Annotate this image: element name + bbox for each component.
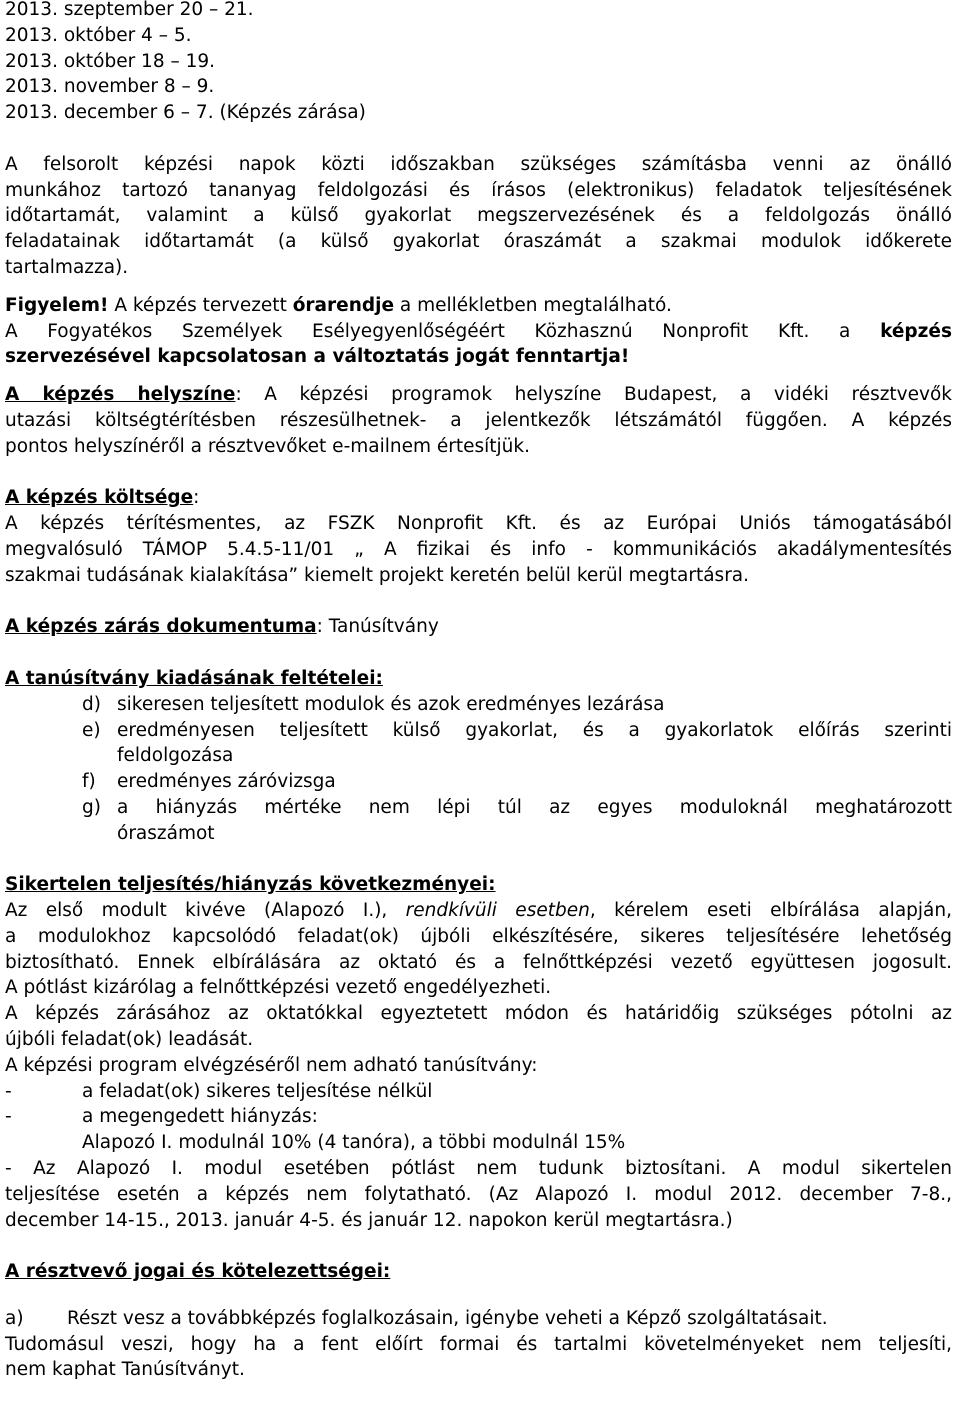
rights-heading: A résztvevő jogai és kötelezettségei: xyxy=(5,1261,391,1283)
failure-line: A képzési program elvégzéséről nem adható tanúsítvány: xyxy=(5,1054,538,1076)
failure-line: újbóli feladat(ok) leadását. xyxy=(5,1029,254,1051)
dash-item: - a feladat(ok) sikeres teljesítése nélkül xyxy=(5,1080,433,1102)
cost-heading-line: A képzés költsége: xyxy=(5,487,200,509)
cost-line: megvalósuló TÁMOP 5.4.5-11/01 „ A fizikai és info - kommunikációs akadálymentesítés xyxy=(5,538,952,560)
notice-paragraph xyxy=(5,293,952,370)
cost-section xyxy=(5,485,952,588)
rights-section xyxy=(5,1259,952,1383)
failure-line: december 14-15., 2013. január 4-5. és január 12. napokon kerül megtartásra.) xyxy=(5,1209,733,1231)
failure-line: a modulokhoz kapcsolódó feladat(ok) újbóli elkészítésére, sikeres teljesítésére lehetőség xyxy=(5,925,952,947)
notice-line: szervezésével kapcsolatosan a változtatás jogát fenntartja! xyxy=(5,346,630,368)
location-section xyxy=(5,382,952,459)
intro-paragraph xyxy=(5,152,952,281)
list-item: a) Részt vesz a továbbképzés foglalkozásain, igénybe veheti a Képző szolgáltatásait. xyxy=(5,1307,828,1329)
failure-heading: Sikertelen teljesítés/hiányzás következményei: xyxy=(5,874,496,896)
date-list xyxy=(5,0,952,126)
failure-line: A képzés zárásához az oktatókkal egyeztetett módon és határidőig szükséges pótolni az xyxy=(5,1003,952,1025)
closing-line: A képzés zárás dokumentuma: Tanúsítvány xyxy=(5,616,439,638)
date-item: 2013. október 18 – 19. xyxy=(5,50,216,72)
figyelem-label: Figyelem! xyxy=(5,294,109,316)
failure-section xyxy=(5,872,952,1233)
location-line: pontos helyszínéről a résztvevőket e-mailnem értesítjük. xyxy=(5,435,531,457)
failure-line: biztosítható. Ennek elbírálására az oktató és a felnőttképzési vezető együttesen jogosult. xyxy=(5,951,952,973)
rights-line: nem kaphat Tanúsítványt. xyxy=(5,1359,245,1381)
text-line: tartalmazza). xyxy=(5,256,129,278)
list-item: f) eredményes záróvizsga xyxy=(82,771,336,793)
failure-line: teljesítése esetén a képzés nem folytatható. (Az Alapozó I. modul 2012. december 7-8., xyxy=(5,1183,952,1205)
notice-line: Figyelem! A képzés tervezett órarendje a mellékletben megtalálható. xyxy=(5,294,672,316)
list-item: e) eredményesen teljesített külső gyakorlat, és a gyakorlatok előírás szerinti feldolgozása xyxy=(82,719,952,767)
conditions-section xyxy=(5,666,952,847)
location-heading: A képzés helyszíne xyxy=(5,384,236,406)
list-item: g) a hiányzás mértéke nem lépi túl az egyes moduloknál meghatározott óraszámot xyxy=(82,796,952,844)
rights-line: Tudomásul veszi, hogy ha a fent előírt formai és tartalmi követelményeket nem teljesíti, xyxy=(5,1333,952,1355)
location-line: utazási költségtérítésben részesülhetnek- a jelentkezők létszámától függően. A képzés xyxy=(5,409,952,431)
list-item: d) sikeresen teljesített modulok és azok eredményes lezárása xyxy=(82,693,665,715)
conditions-heading: A tanúsítvány kiadásának feltételei: xyxy=(5,667,383,689)
dash-item: - a megengedett hiányzás: xyxy=(5,1106,318,1128)
date-item: 2013. december 6 – 7. (Képzés zárása) xyxy=(5,102,366,124)
notice-line: A Fogyatékos Személyek Esélyegyenlőségéért Közhasznú Nonprofit Kft. a képzés xyxy=(5,320,952,342)
closing-section xyxy=(5,614,952,640)
text-line: időtartamát, valamint a külső gyakorlat megszervezésének és a feldolgozás önálló xyxy=(5,205,952,227)
date-item: 2013. szeptember 20 – 21. xyxy=(5,0,254,20)
location-line: A képzés helyszíne: A képzési programok helyszíne Budapest, a vidéki résztvevők xyxy=(5,384,952,406)
date-item: 2013. október 4 – 5. xyxy=(5,24,192,46)
text-line: munkához tartozó tananyag feldolgozási és írásos (elektronikus) feladatok teljesítésének xyxy=(5,179,952,201)
failure-line: A pótlást kizárólag a felnőttképzési vezető engedélyezheti. xyxy=(5,977,552,999)
text-line: feladatainak időtartamát (a külső gyakorlat óraszámát a szakmai modulok időkerete xyxy=(5,231,952,253)
failure-line: Alapozó I. modulnál 10% (4 tanóra), a többi modulnál 15% xyxy=(82,1132,626,1154)
cost-line: A képzés térítésmentes, az FSZK Nonprofit Kft. és az Európai Uniós támogatásából xyxy=(5,513,952,535)
failure-line: Az első modult kivéve (Alapozó I.), rendkívüli esetben, kérelem eseti elbírálása alapján, xyxy=(5,900,952,922)
text-line: A felsorolt képzési napok közti időszakban szükséges számításba venni az önálló xyxy=(5,153,952,175)
closing-heading: A képzés zárás dokumentuma xyxy=(5,616,317,638)
failure-line: - Az Alapozó I. modul esetében pótlást nem tudunk biztosítani. A modul sikertelen xyxy=(5,1158,952,1180)
date-item: 2013. november 8 – 9. xyxy=(5,76,215,98)
cost-line: szakmai tudásának kialakítása” kiemelt projekt keretén belül kerül megtartásra. xyxy=(5,564,750,586)
cost-heading: A képzés költsége xyxy=(5,487,194,509)
